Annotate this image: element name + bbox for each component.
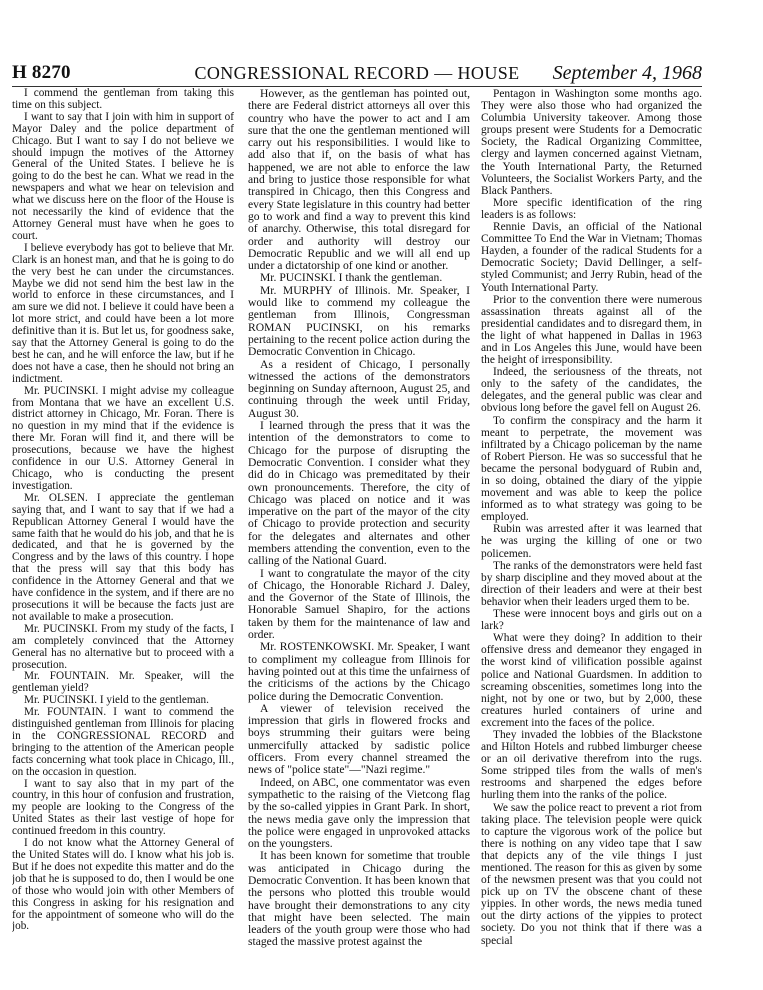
header-rule <box>12 86 702 87</box>
paragraph: Indeed, on ABC, one commentator was even sympathetic to the raising of the Vietcong flag by the so-called yippies in Grant Park. In short, the news media gave only the impression that the police were engaged in unprovoked attacks on the youngsters. <box>248 775 470 851</box>
paragraph: We saw the police react to prevent a riot from taking place. The television people were quick to capture the vigorous work of the police but there is nothing on any video tape that I saw that depicts any of the vile things I just mentioned. The reason for this as given by some of the newsmen present was that you could not pick up on TV the obscene chant of these yippies. In other words, the news media tuned out the dirty actions of the yippies to protect society. Do you not think that if there was a special <box>481 801 702 947</box>
paragraph: I want to say also that in my part of the country, in this hour of confusion and frustration, my people are looking to the Congress of the United States as their last vestige of hope for continued freedom in this country. <box>12 777 234 838</box>
paragraph: It has been known for sometime that trouble was anticipated in Chicago during the Democratic Convention. It has been known that the persons who plotted this trouble would have brought their demonstrations to any city that might have been selected. The main leaders of the youth group were those who had staged the massive protest against the <box>248 849 470 949</box>
paragraph: These were innocent boys and girls out on a lark? <box>481 608 702 633</box>
publication-title: CONGRESSIONAL RECORD — HOUSE <box>194 63 520 83</box>
paragraph: The ranks of the demonstrators were held fast by sharp discipline and they moved about at the direction of their leaders and were at their best behavior when their leaders urged them to be. <box>481 559 702 608</box>
text-column-3 <box>481 88 702 958</box>
paragraph: Indeed, the seriousness of the threats, not only to the safety of the candidates, the delegates, and the general public was clear and obvious long before the gavel fell on August 26. <box>481 366 702 415</box>
paragraph: To confirm the conspiracy and the harm it meant to perpetrate, the movement was infiltrated by a Chicago policeman by the name of Robert Pierson. He was so successful that he became the personal bodyguard of Rubin and, in so doing, obtained the diary of the yippie movement and was able to keep the police informed as to what strategy was going to be employed. <box>481 414 702 524</box>
paragraph: What were they doing? In addition to their offensive dress and demeanor they engaged in the worst kind of vilification possible against police and National Guardsmen. In addition to screaming obscenities, sometimes long into the night, not by one or two, but by 2,000, these creatures hurled containers of urine and excrement into the faces of the police. <box>481 632 702 729</box>
paragraph: Mr. FOUNTAIN. I want to commend the distinguished gentleman from Illinois for placing in the CONGRESSIONAL RECORD and bringing to the attention of the American people facts concerning what took place in Chicago, Ill., on the occasion in question. <box>12 706 234 778</box>
paragraph: I commend the gentleman from taking this time on this subject. <box>12 88 234 111</box>
text-column-1 <box>12 88 234 958</box>
paragraph: Mr. PUCINSKI. I yield to the gentleman. <box>24 694 209 707</box>
paragraph: Rubin was arrested after it was learned that he was urging the killing of one or two policemen. <box>481 523 702 560</box>
paragraph: A viewer of television received the impression that girls in flowered frocks and boys strumming their guitars were being unmercifully attacked by sadistic police officers. From every channel streamed the news of "police state"—"Nazi regime." <box>248 701 470 777</box>
paragraph: Mr. ROSTENKOWSKI. Mr. Speaker, I want to compliment my colleague from Illinois for having pointed out at this time the unfairness of the criticisms of the actions by the Chicago police during the Democratic Convention. <box>248 640 470 703</box>
paragraph: Mr. OLSEN. I appreciate the gentleman saying that, and I want to say that if we had a Republican Attorney General I would have the same faith that he would do his job, and that he is dedicated, and that he is governed by the Congress and by the laws of this country. I hope that the press will say that this body has confidence in the Attorney General and that we have confidence in the system, and if there are no prosecutions it will be because the facts just are not available to make a prosecution. <box>12 491 234 623</box>
paragraph: Rennie Davis, an official of the National Committee To End the War in Vietnam; Thomas Hayden, a founder of the radical Students for a Democratic Society; David Dellinger, a self-styled Communist; and Jerry Rubin, head of the Youth International Party. <box>481 221 702 294</box>
paragraph: However, as the gentleman has pointed out, there are Federal district attorneys all over this country who have the power to act and I am sure that the one the gentleman mentioned will carry out his responsibilities. I would like to add also that if, on the basis of what has happened, we are not able to enforce the law and bring to justice those responsible for what transpired in Chicago, then this Congress and every State legislature in this country had better go to work and find a way to prevent this kind of anarchy. Otherwise, this total disregard for order and authority will destroy our Democratic Republic and we will all end up under a dictatorship of one kind or another. <box>248 88 470 273</box>
paragraph: I want to say that I join with him in support of Mayor Daley and the police department of Chicago. But I want to say I do not believe we should impugn the motives of the Attorney General of the United States. I believe he is going to do the best he can. What we read in the newspapers and what we hear on television and what we discuss here on the floor of the House is not necessarily the kind of evidence that the Attorney General must have when he goes to court. <box>12 110 234 242</box>
paragraph: They invaded the lobbies of the Blackstone and Hilton Hotels and rubbed limburger cheese or an oil derivative therefrom into the rugs. Some stripped tiles from the walls of men's restrooms and sharpened the edges before hurling them into the ranks of the police. <box>481 728 702 802</box>
paragraph: Pentagon in Washington some months ago. They were also those who had organized the Columbia University takeover. Among those groups present were Students for a Democratic Society, the Radical Organizing Committee, clergy and laymen concerned against Vietnam, the Youth International Party, the Returned Volunteers, the Socialist Workers Party, and the Black Panthers. <box>481 88 702 197</box>
paragraph: As a resident of Chicago, I personally witnessed the actions of the demonstrators beginning on Sunday afternoon, August 25, and continuing through the week until Friday, August 30. <box>248 357 470 420</box>
issue-date: September 4, 1968 <box>552 62 702 84</box>
paragraph: Mr. MURPHY of Illinois. Mr. Speaker, I would like to commend my colleague the gentleman from Illinois, Congressman ROMAN PUCINSKI, on his remarks pertaining to the recent police action during the Democratic Convention in Chicago. <box>248 283 470 359</box>
page-header <box>12 62 702 84</box>
paragraph: I believe everybody has got to believe that Mr. Clark is an honest man, and that he is going to do the very best he can under the circumstances. Maybe we did not send him the best law in the world to enforce in these circumstances, and I am sure we did not. I believe it could have been a lot more strict, and could have been a lot more definitive than it is. But let us, for goodness sake, say that the Attorney General is going to do the best he can, and he will enforce the law, but if he does not have a case, then he should not bring an indictment. <box>12 241 234 385</box>
paragraph: Mr. PUCINSKI. I thank the gentleman. <box>260 271 443 285</box>
paragraph: Prior to the convention there were numerous assassination threats against all of the presidential candidates and to disregard them, in the light of what happened in Dallas in 1963 and in Los Angeles this June, would have been the height of irresponsibility. <box>481 293 702 367</box>
paragraph: I do not know what the Attorney General of the United States will do. I know what his job is. But if he does not expedite this matter and do the job that he is supposed to do, then I would be one of those who would join with other Members of this Congress in asking for his resignation and for the appointment of someone who will do the job. <box>12 837 234 933</box>
paragraph: More specific identification of the ring leaders is as follows: <box>481 196 702 221</box>
paragraph: I learned through the press that it was the intention of the demonstrators to come to Chicago for the purpose of disrupting the Democratic Convention. I consider what they did do in Chicago was premeditated by their own pronouncements. Therefore, the city of Chicago was placed on notice and it was imperative on the part of the mayor of the city of Chicago to provide protection and security for the delegates and alternates and other members attending the convention, even to the calling of the National Guard. <box>248 419 470 568</box>
text-column-2 <box>248 88 470 958</box>
paragraph: Mr. PUCINSKI. I might advise my colleague from Montana that we have an excellent U.S. district attorney in Chicago, Mr. Foran. There is no question in my mind that if the evidence is there Mr. Foran will find it, and there will be prosecutions, because we have the highest confidence in our U.S. Attorney General in Chicago, who is conducting the present investigation. <box>12 384 234 492</box>
paragraph: I want to congratulate the mayor of the city of Chicago, the Honorable Richard J. Daley, and the Governor of the State of Illinois, the Honorable Samuel Shapiro, for the actions taken by them for the maintenance of law and order. <box>248 566 470 642</box>
paragraph: Mr. PUCINSKI. From my study of the facts, I am completely convinced that the Attorney General has no alternative but to proceed with a prosecution. <box>12 622 234 671</box>
paragraph: Mr. FOUNTAIN. Mr. Speaker, will the gentleman yield? <box>12 670 234 695</box>
page-number: H 8270 <box>12 62 71 83</box>
